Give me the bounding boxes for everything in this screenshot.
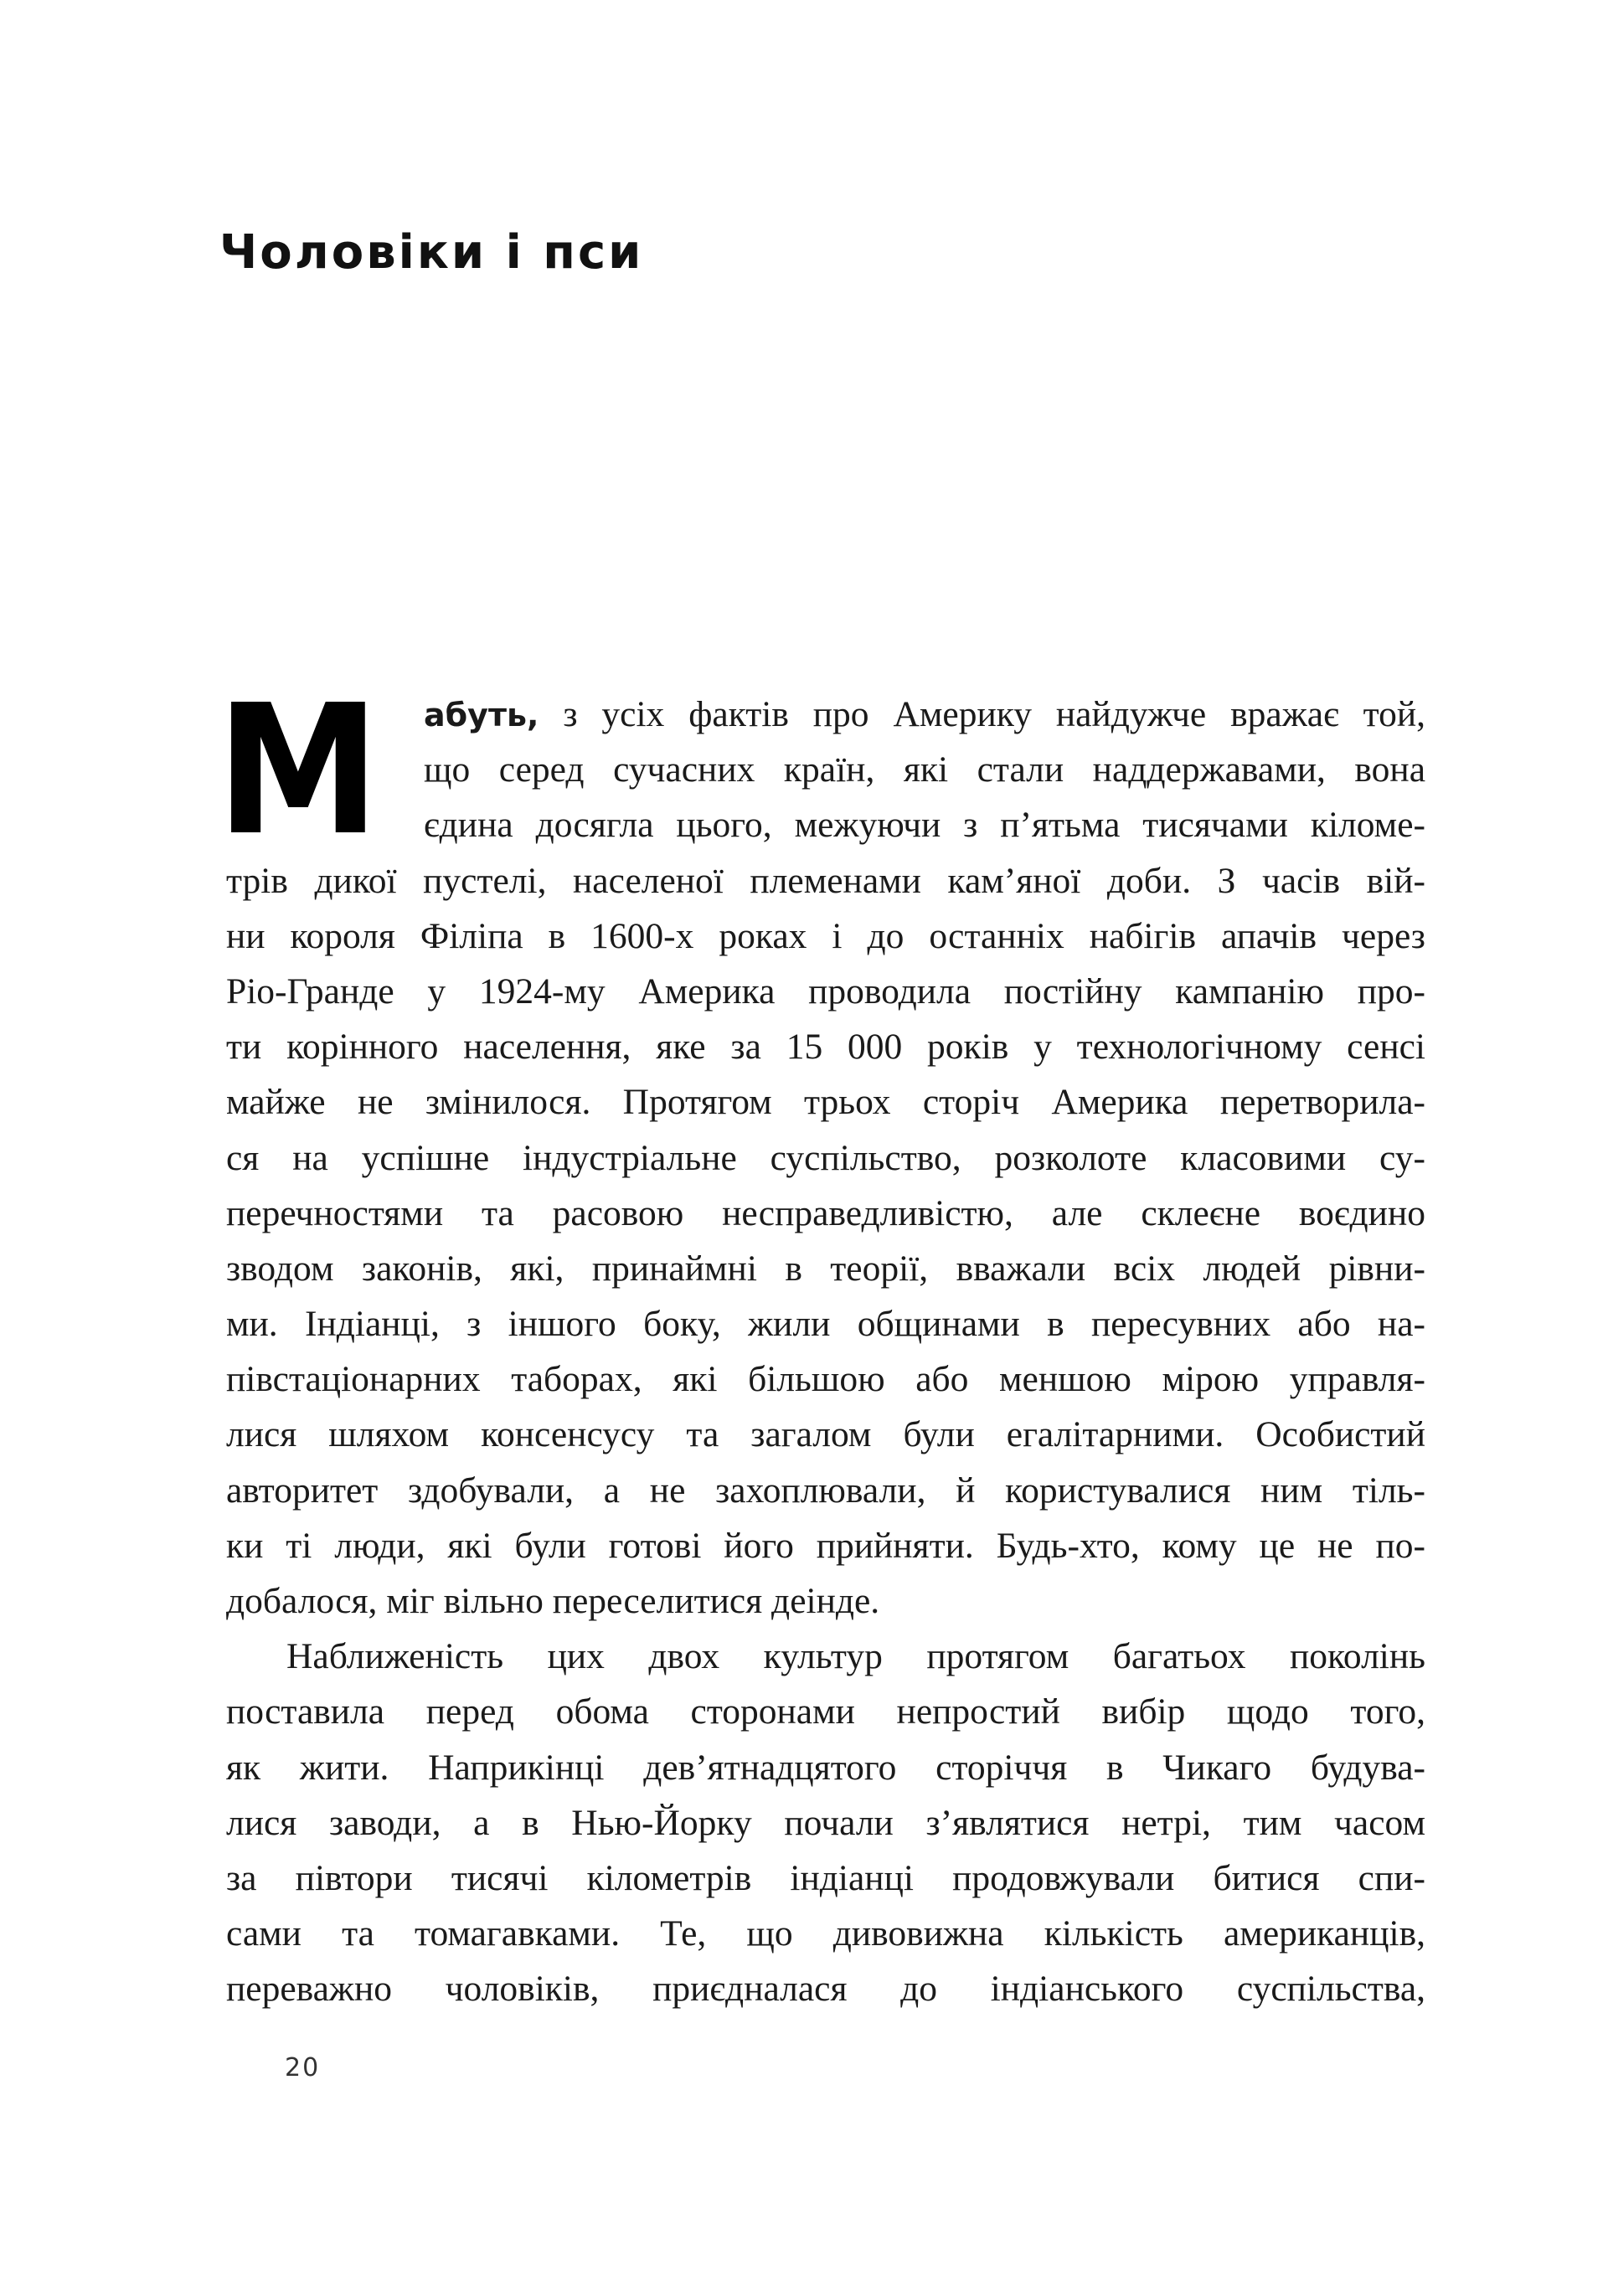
text-line: добалося, міг вільно переселитися деінде. [226,1581,880,1621]
text-line: майже не змінилося. Протягом трьох сторіч Америка перетворила- [226,1082,1425,1123]
chapter-body [216,667,1425,2017]
lead-word: абуть, [424,697,539,734]
text-line: ки ті люди, які були готові його прийняти. Будь-хто, кому це не по- [226,1525,1425,1566]
text-line: ся на успішне індустріальне суспільство, розколоте класовими су- [226,1137,1425,1178]
text-line: абуть, з усіх фактів про Америку найдужче вражає той, [424,694,1425,734]
text-line: єдина досягла цього, межуючи з п’ятьма тисячами кіломе- [424,805,1425,846]
text-line: переважно чоловіків, приєдналася до індіанського суспільства, [226,1969,1425,2010]
text-line: ми. Індіанці, з іншого боку, жили общинами в пересувних або на- [226,1304,1425,1345]
text-line: Наближеність цих двох культур протягом багатьох поколінь [286,1636,1425,1677]
text-line: як жити. Наприкінці дев’ятнадцятого сторіччя в Чикаго будува- [226,1747,1425,1788]
drop-cap: М [216,667,380,875]
text-line: що серед сучасних країн, які стали наддержавами, вона [424,749,1425,790]
text-line: Ріо-Гранде у 1924-му Америка проводила постійну кампанію про- [226,970,1425,1012]
chapter-title: Чоловіки і пси [219,225,644,280]
text-line: сами та томагавками. Те, що дивовижна кількість американців, [226,1913,1425,1954]
text-line: ни короля Філіпа в 1600-х роках і до останніх набігів апачів через [226,915,1425,956]
text-line: ти корінного населення, яке за 15 000 років у технологічному сенсі [226,1027,1425,1068]
text-line: авторитет здобували, а не захоплювали, й користувалися ним тіль- [226,1470,1425,1511]
text-line: зводом законів, які, принаймні в теорії, вважали всіх людей рівни- [226,1248,1425,1289]
text-line: перечностями та расовою несправедливістю, але склеєне воєдино [226,1192,1425,1233]
page-number: 20 [285,2053,321,2082]
paragraph-2 [226,1629,1425,2016]
text-line: лися заводи, а в Нью-Йорку почали з’являтися нетрі, тим часом [226,1802,1425,1843]
text-line: поставила перед обома сторонами непростий вибір щодо того, [226,1691,1425,1732]
paragraph-1 [216,667,1425,1629]
text-line: за півтори тисячі кілометрів індіанці продовжували битися спи- [226,1857,1425,1898]
text-line: лися шляхом консенсусу та загалом були егалітарними. Особистий [226,1414,1425,1455]
text-line: трів дикої пустелі, населеної племенами кам’яної доби. З часів вій- [226,860,1425,901]
text-line: півстаціонарних таборах, які більшою або меншою мірою управля- [226,1359,1425,1400]
